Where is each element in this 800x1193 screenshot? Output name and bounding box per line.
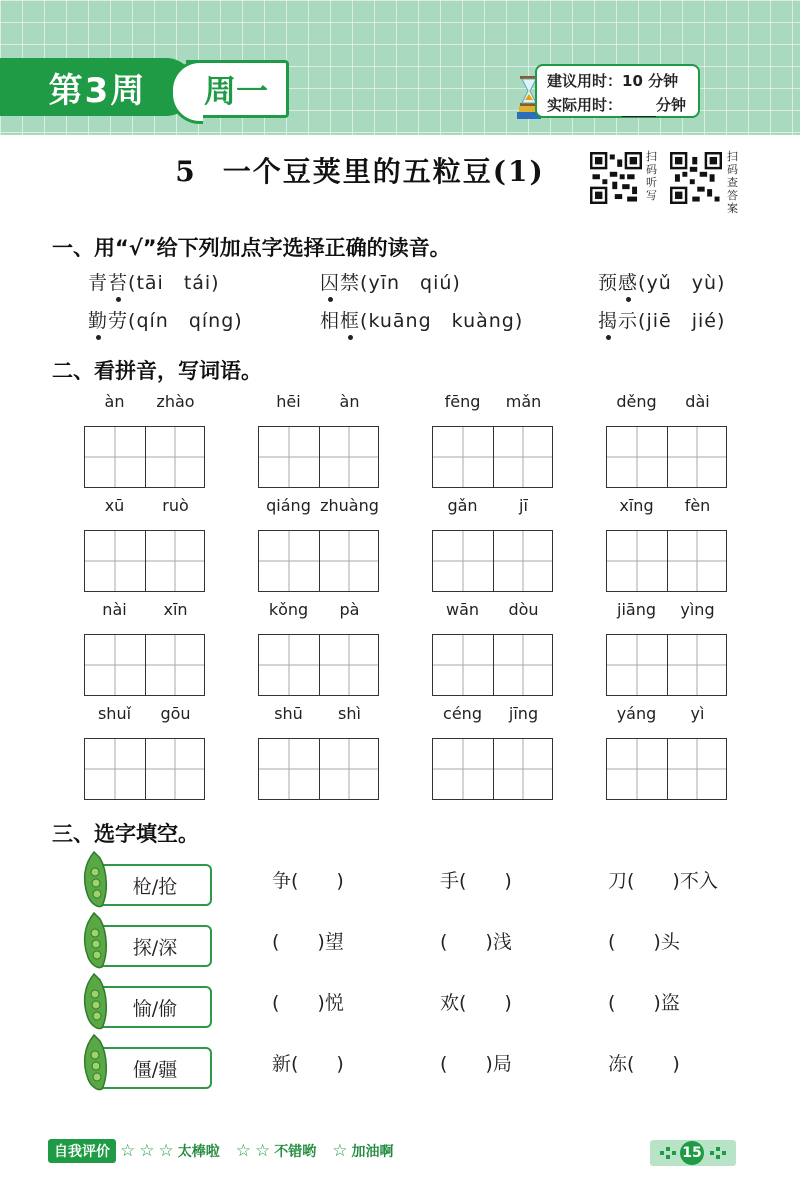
section2-heading: 二、看拼音，写词语。 — [52, 359, 262, 383]
tianzige-grid — [432, 738, 553, 800]
tianzige-grid — [258, 530, 379, 592]
star-icon[interactable]: ☆ — [332, 1141, 348, 1161]
pinyin-syllable: yì — [690, 704, 705, 723]
pinyin-syllable: àn — [104, 392, 125, 411]
actual-time-row — [547, 93, 698, 117]
writing-cell[interactable] — [433, 739, 493, 799]
tianzige-grid — [432, 426, 553, 488]
choice-pod — [80, 980, 210, 1030]
pinyin-label — [84, 704, 206, 728]
actual-time-label: 实际用时： — [547, 96, 623, 114]
tianzige-grid — [606, 738, 727, 800]
pinyin-choice-item: 揭示(jiē jié) — [598, 306, 725, 333]
pinyin-label — [432, 600, 554, 624]
pinyin-syllable: xīng — [619, 496, 654, 515]
writing-cell[interactable] — [493, 635, 553, 695]
pinyin-syllable: shū — [274, 704, 303, 723]
pinyin-choice-item: 囚禁(yīn qiú) — [320, 268, 461, 295]
writing-cell[interactable] — [493, 739, 553, 799]
word-writing-box — [606, 600, 728, 696]
pinyin-syllable: jiāng — [617, 600, 656, 619]
pinyin-choice-item: 预感(yǔ yù) — [598, 268, 725, 295]
pinyin-syllable: gǎn — [447, 496, 478, 515]
writing-cell[interactable] — [667, 427, 727, 487]
word-writing-box — [606, 392, 728, 488]
pinyin-syllable: zhào — [156, 392, 195, 411]
tianzige-grid — [84, 634, 205, 696]
pinyin-syllable: pà — [339, 600, 360, 619]
self-eval-label: 自我评价 — [48, 1139, 116, 1163]
choice-pod — [80, 919, 210, 969]
pinyin-syllable: shuǐ — [97, 704, 132, 723]
pinyin-syllable: kǒng — [268, 600, 309, 619]
pinyin-syllable: dài — [685, 392, 710, 411]
word-writing-box — [258, 704, 380, 800]
pinyin-syllable: ruò — [162, 496, 189, 515]
qr-dictation-icon[interactable] — [590, 152, 642, 204]
pattern-icon — [710, 1147, 726, 1159]
tianzige-grid — [432, 634, 553, 696]
word-writing-box — [432, 392, 554, 488]
writing-cell[interactable] — [145, 427, 205, 487]
tianzige-grid — [432, 530, 553, 592]
pinyin-syllable: nài — [102, 600, 127, 619]
rating-2: 不错哟 — [274, 1144, 317, 1160]
star-icon[interactable]: ☆ — [120, 1141, 136, 1161]
writing-cell[interactable] — [145, 739, 205, 799]
pinyin-label — [606, 496, 728, 520]
pinyin-label — [432, 392, 554, 416]
pinyin-syllable: děng — [616, 392, 657, 411]
pinyin-label — [432, 496, 554, 520]
pinyin-syllable: gōu — [160, 704, 191, 723]
writing-cell[interactable] — [667, 739, 727, 799]
word-writing-box — [84, 600, 206, 696]
star-icon[interactable]: ☆ — [158, 1141, 174, 1161]
page-number-badge — [650, 1140, 736, 1166]
lesson-title-text: 一个豆荚里的五粒豆(1) — [222, 155, 545, 188]
word-writing-box — [432, 496, 554, 592]
writing-cell[interactable] — [493, 531, 553, 591]
self-evaluation — [48, 1140, 394, 1162]
word-writing-box — [432, 600, 554, 696]
fill-blank[interactable]: 欢( ) — [440, 992, 512, 1014]
fill-blank[interactable]: ( )局 — [440, 1053, 512, 1075]
suggested-time: 建议用时：10 分钟 — [547, 72, 679, 90]
word-writing-box — [606, 496, 728, 592]
fill-blank[interactable]: 争( ) — [272, 870, 344, 892]
lesson-number: 5 — [175, 155, 197, 188]
pinyin-syllable: fèn — [684, 496, 711, 515]
pinyin-syllable: shì — [338, 704, 361, 723]
fill-blank[interactable]: 新( ) — [272, 1053, 344, 1075]
pinyin-label — [432, 704, 554, 728]
tianzige-grid — [84, 530, 205, 592]
pinyin-label — [258, 496, 380, 520]
pinyin-choice-item: 相框(kuāng kuàng) — [320, 306, 523, 333]
writing-cell[interactable] — [259, 427, 319, 487]
fill-blank[interactable]: ( )望 — [272, 931, 344, 953]
tianzige-grid — [258, 738, 379, 800]
pinyin-label — [606, 600, 728, 624]
pattern-icon — [660, 1147, 676, 1159]
day-label-text: 周一 — [203, 72, 268, 110]
pinyin-syllable: hēi — [276, 392, 301, 411]
writing-cell[interactable] — [319, 427, 379, 487]
word-writing-box — [258, 392, 380, 488]
pea-pod-icon — [80, 972, 110, 1032]
tianzige-grid — [258, 634, 379, 696]
page-number: 15 — [680, 1141, 704, 1165]
writing-cell[interactable] — [607, 635, 667, 695]
section1-heading: 一、用“√”给下列加点字选择正确的读音。 — [52, 236, 451, 260]
tianzige-grid — [84, 738, 205, 800]
pinyin-label — [258, 600, 380, 624]
writing-cell[interactable] — [319, 635, 379, 695]
writing-cell[interactable] — [433, 531, 493, 591]
week-label: 第3周 — [0, 58, 195, 116]
word-writing-box — [84, 704, 206, 800]
writing-cell[interactable] — [85, 739, 145, 799]
pinyin-choice-item: 青苔(tāi tái) — [88, 268, 220, 295]
word-writing-box — [606, 704, 728, 800]
word-writing-box — [258, 600, 380, 696]
writing-cell[interactable] — [493, 427, 553, 487]
pinyin-syllable: fēng — [444, 392, 481, 411]
choice-characters: 愉/偷 — [98, 986, 212, 1028]
pea-pod-icon — [80, 911, 110, 971]
fill-blank[interactable]: ( )悦 — [272, 992, 344, 1014]
rating-1: 太棒啦 — [177, 1144, 220, 1160]
writing-cell[interactable] — [259, 635, 319, 695]
pinyin-choice-item: 勤劳(qín qíng) — [88, 306, 243, 333]
pinyin-syllable: xū — [104, 496, 125, 515]
writing-cell[interactable] — [145, 531, 205, 591]
pinyin-label — [606, 392, 728, 416]
tianzige-grid — [258, 426, 379, 488]
fill-blank[interactable]: ( )浅 — [440, 931, 512, 953]
pea-pod-icon — [80, 850, 110, 910]
pinyin-label — [84, 392, 206, 416]
writing-cell[interactable] — [85, 427, 145, 487]
section3-heading: 三、选字填空。 — [52, 822, 199, 846]
fill-blank[interactable]: 手( ) — [440, 870, 512, 892]
pinyin-syllable: xīn — [163, 600, 188, 619]
pinyin-syllable: jīng — [508, 704, 539, 723]
pinyin-syllable: céng — [443, 704, 482, 723]
tianzige-grid — [606, 530, 727, 592]
pinyin-syllable: dòu — [508, 600, 539, 619]
pinyin-syllable: àn — [339, 392, 360, 411]
pinyin-syllable: mǎn — [505, 392, 542, 411]
fill-blank[interactable]: ( )盗 — [608, 992, 680, 1014]
word-writing-box — [432, 704, 554, 800]
pinyin-syllable: qiáng — [266, 496, 311, 515]
pea-pod-icon — [80, 1033, 110, 1093]
choice-characters: 探/深 — [98, 925, 212, 967]
pinyin-label — [84, 496, 206, 520]
writing-cell[interactable] — [607, 427, 667, 487]
fill-blank[interactable]: ( )头 — [608, 931, 680, 953]
actual-time-blank[interactable] — [622, 100, 656, 117]
tianzige-grid — [606, 634, 727, 696]
writing-cell[interactable] — [85, 531, 145, 591]
pinyin-syllable: jī — [519, 496, 528, 515]
rating-3: 加油啊 — [351, 1144, 394, 1160]
writing-cell[interactable] — [85, 635, 145, 695]
pinyin-label — [606, 704, 728, 728]
writing-cell[interactable] — [433, 635, 493, 695]
writing-cell[interactable] — [259, 739, 319, 799]
writing-cell[interactable] — [259, 531, 319, 591]
star-icon[interactable]: ☆ — [235, 1141, 251, 1161]
tianzige-grid — [84, 426, 205, 488]
pinyin-label — [84, 600, 206, 624]
writing-cell[interactable] — [319, 739, 379, 799]
pinyin-syllable: zhuàng — [320, 496, 379, 515]
fill-blank[interactable]: 冻( ) — [608, 1053, 680, 1075]
choice-characters: 僵/疆 — [98, 1047, 212, 1089]
day-label — [186, 60, 289, 118]
choice-pod — [80, 858, 210, 908]
writing-cell[interactable] — [433, 427, 493, 487]
word-writing-box — [84, 392, 206, 488]
header-band — [0, 0, 800, 135]
writing-cell[interactable] — [319, 531, 379, 591]
pinyin-syllable: yìng — [680, 600, 715, 619]
word-writing-box — [84, 496, 206, 592]
pinyin-label — [258, 392, 380, 416]
fill-blank[interactable]: 刀( )不入 — [608, 870, 718, 892]
choice-pod — [80, 1041, 210, 1091]
choice-characters: 枪/抢 — [98, 864, 212, 906]
pinyin-syllable: wān — [445, 600, 480, 619]
writing-cell[interactable] — [607, 739, 667, 799]
writing-cell[interactable] — [145, 635, 205, 695]
qr-answers-icon[interactable] — [670, 152, 722, 204]
writing-cell[interactable] — [607, 531, 667, 591]
pinyin-label — [258, 704, 380, 728]
qr-dictation-caption: 扫码听写 — [646, 150, 657, 202]
star-icon[interactable]: ☆ — [255, 1141, 271, 1161]
word-writing-box — [258, 496, 380, 592]
pinyin-syllable: yáng — [616, 704, 657, 723]
actual-time-unit: 分钟 — [656, 96, 687, 114]
writing-cell[interactable] — [667, 635, 727, 695]
writing-cell[interactable] — [667, 531, 727, 591]
qr-answers-caption: 扫码查答案 — [727, 150, 738, 215]
time-box — [535, 64, 700, 118]
tianzige-grid — [606, 426, 727, 488]
star-icon[interactable]: ☆ — [139, 1141, 155, 1161]
